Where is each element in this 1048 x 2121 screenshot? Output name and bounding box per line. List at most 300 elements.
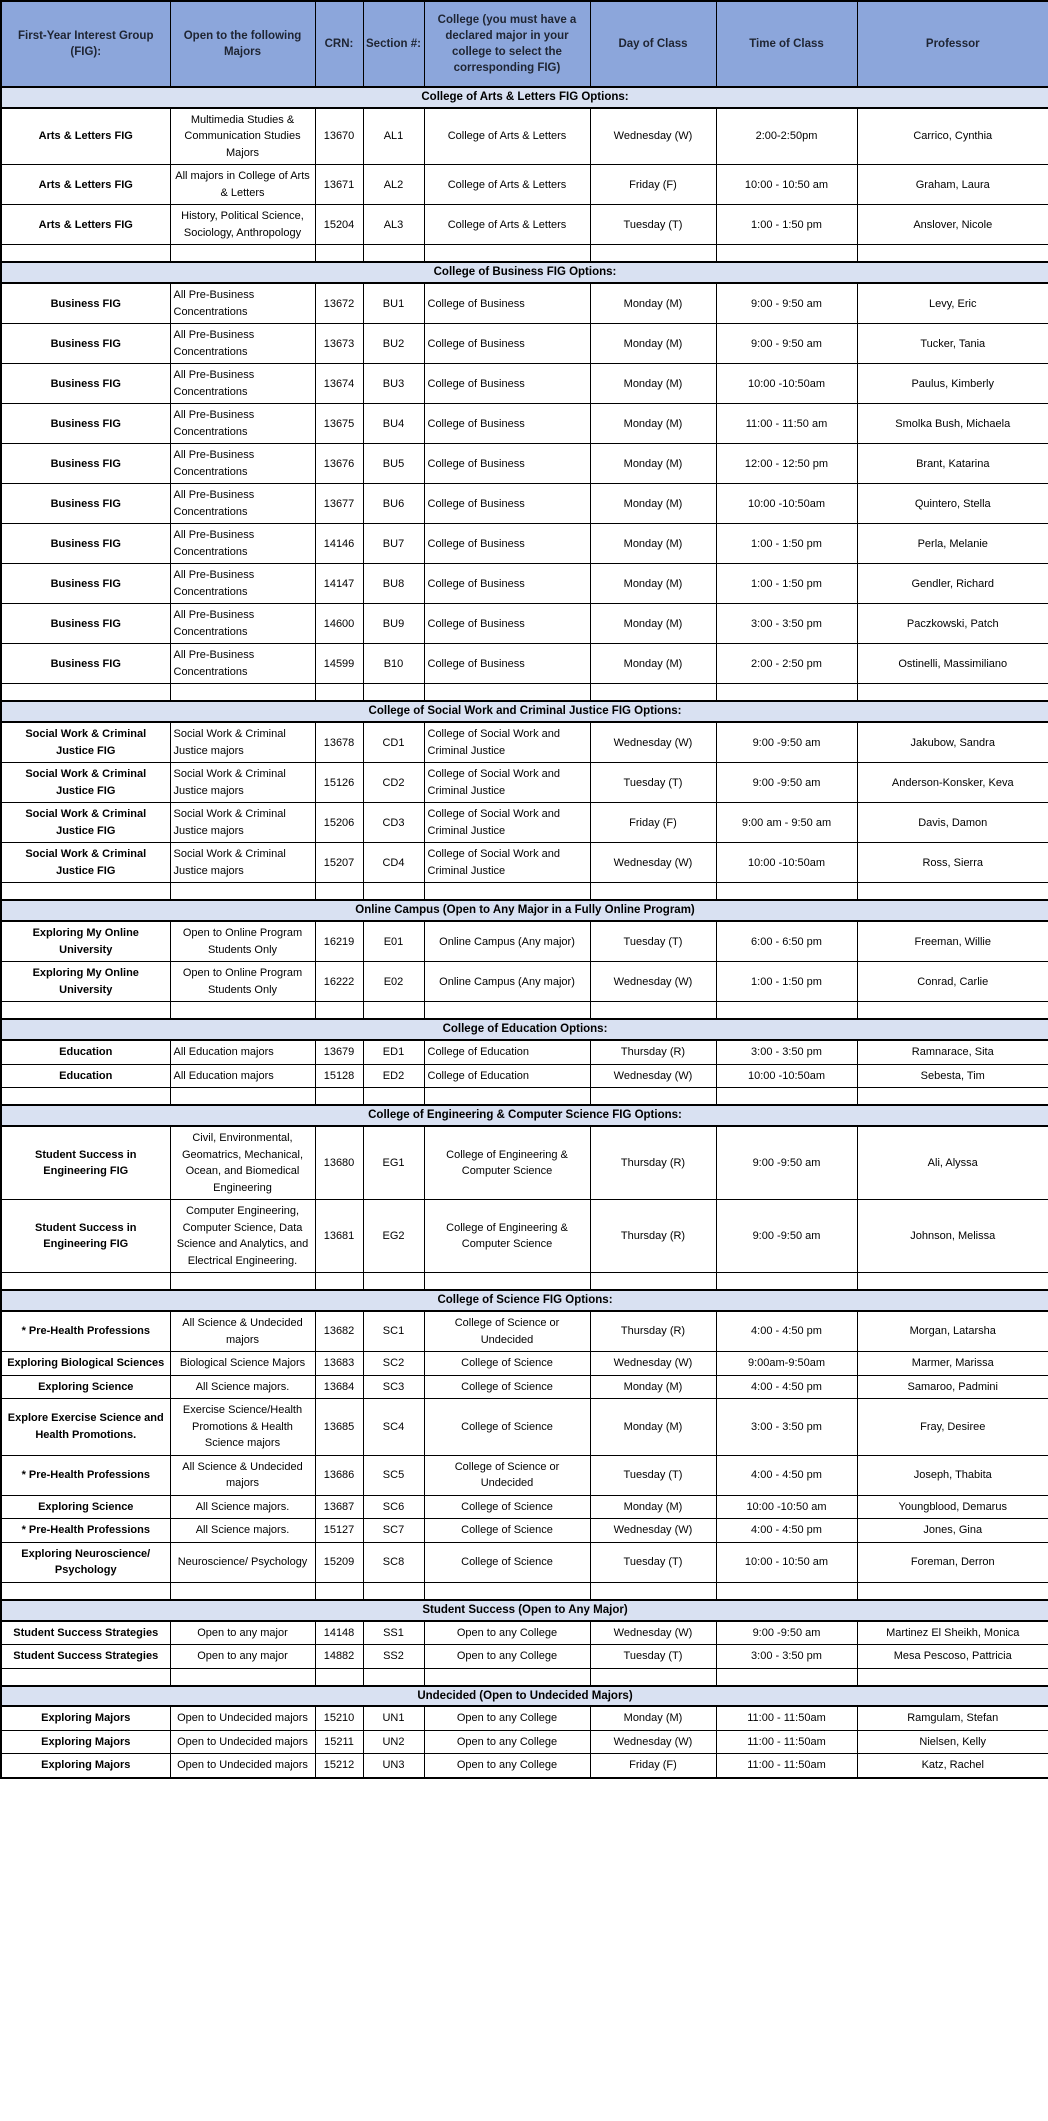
day-cell: Tuesday (T) — [590, 205, 716, 245]
majors-cell: All Science majors. — [170, 1495, 315, 1519]
section-number-cell: SS2 — [363, 1645, 424, 1669]
spacer-row — [1, 1273, 1048, 1291]
section-number-cell: SC4 — [363, 1399, 424, 1456]
crn-cell: 15209 — [315, 1542, 363, 1582]
fig-row — [1, 1730, 1048, 1754]
day-cell: Thursday (R) — [590, 1311, 716, 1352]
spacer-cell — [590, 1582, 716, 1600]
col-header-majors: Open to the following Majors — [170, 1, 315, 87]
majors-cell: Biological Science Majors — [170, 1352, 315, 1376]
spacer-cell — [1, 245, 170, 263]
college-cell: Open to any College — [424, 1730, 590, 1754]
college-cell: College of Education — [424, 1040, 590, 1064]
crn-cell: 13670 — [315, 108, 363, 165]
professor-cell: Jones, Gina — [857, 1519, 1048, 1543]
spacer-cell — [857, 1088, 1048, 1106]
time-cell: 3:00 - 3:50 pm — [716, 1040, 857, 1064]
fig-row — [1, 763, 1048, 803]
college-cell: College of Arts & Letters — [424, 165, 590, 205]
majors-cell: Open to any major — [170, 1645, 315, 1669]
table-header-row — [1, 1, 1048, 87]
college-cell: Online Campus (Any major) — [424, 921, 590, 962]
professor-cell: Fray, Desiree — [857, 1399, 1048, 1456]
college-cell: College of Business — [424, 444, 590, 484]
spacer-cell — [363, 883, 424, 901]
crn-cell: 13684 — [315, 1375, 363, 1399]
spacer-cell — [590, 245, 716, 263]
spacer-cell — [716, 1002, 857, 1020]
time-cell: 9:00 am - 9:50 am — [716, 803, 857, 843]
spacer-cell — [424, 1668, 590, 1686]
time-cell: 11:00 - 11:50 am — [716, 404, 857, 444]
fig-cell: Exploring My Online University — [1, 921, 170, 962]
crn-cell: 14599 — [315, 644, 363, 684]
section-number-cell: SC3 — [363, 1375, 424, 1399]
spacer-cell — [363, 1582, 424, 1600]
section-band-row — [1, 262, 1048, 283]
fig-row — [1, 364, 1048, 404]
time-cell: 4:00 - 4:50 pm — [716, 1519, 857, 1543]
time-cell: 10:00 -10:50am — [716, 843, 857, 883]
professor-cell: Gendler, Richard — [857, 564, 1048, 604]
section-number-cell: E01 — [363, 921, 424, 962]
time-cell: 3:00 - 3:50 pm — [716, 1399, 857, 1456]
spacer-cell — [170, 684, 315, 702]
section-number-cell: UN2 — [363, 1730, 424, 1754]
section-band-row — [1, 1600, 1048, 1621]
majors-cell: All Pre-Business Concentrations — [170, 484, 315, 524]
spacer-cell — [363, 1088, 424, 1106]
professor-cell: Youngblood, Demarus — [857, 1495, 1048, 1519]
majors-cell: All Pre-Business Concentrations — [170, 324, 315, 364]
majors-cell: All Pre-Business Concentrations — [170, 444, 315, 484]
professor-cell: Ross, Sierra — [857, 843, 1048, 883]
section-number-cell: CD4 — [363, 843, 424, 883]
section-title: College of Social Work and Criminal Justice FIG Options: — [1, 701, 1048, 722]
fig-row — [1, 484, 1048, 524]
section-number-cell: BU4 — [363, 404, 424, 444]
crn-cell: 15126 — [315, 763, 363, 803]
spacer-row — [1, 883, 1048, 901]
majors-cell: Social Work & Criminal Justice majors — [170, 763, 315, 803]
fig-cell: Business FIG — [1, 524, 170, 564]
fig-cell: Business FIG — [1, 604, 170, 644]
crn-cell: 15210 — [315, 1706, 363, 1730]
majors-cell: Open to any major — [170, 1621, 315, 1645]
day-cell: Wednesday (W) — [590, 1730, 716, 1754]
college-cell: College of Business — [424, 404, 590, 444]
time-cell: 12:00 - 12:50 pm — [716, 444, 857, 484]
college-cell: College of Education — [424, 1064, 590, 1088]
day-cell: Wednesday (W) — [590, 843, 716, 883]
fig-row — [1, 1542, 1048, 1582]
majors-cell: Social Work & Criminal Justice majors — [170, 722, 315, 763]
time-cell: 9:00 -9:50 am — [716, 722, 857, 763]
college-cell: College of Engineering & Computer Science — [424, 1126, 590, 1200]
majors-cell: All Pre-Business Concentrations — [170, 644, 315, 684]
professor-cell: Freeman, Willie — [857, 921, 1048, 962]
spacer-cell — [315, 684, 363, 702]
spacer-cell — [857, 1668, 1048, 1686]
college-cell: Open to any College — [424, 1621, 590, 1645]
spacer-cell — [170, 1668, 315, 1686]
section-band-row — [1, 87, 1048, 108]
spacer-cell — [424, 1002, 590, 1020]
day-cell: Friday (F) — [590, 803, 716, 843]
fig-cell: Student Success Strategies — [1, 1645, 170, 1669]
college-cell: College of Engineering & Computer Science — [424, 1200, 590, 1273]
day-cell: Tuesday (T) — [590, 921, 716, 962]
fig-row — [1, 564, 1048, 604]
majors-cell: History, Political Science, Sociology, Anthropology — [170, 205, 315, 245]
section-number-cell: SS1 — [363, 1621, 424, 1645]
fig-cell: Business FIG — [1, 283, 170, 324]
professor-cell: Ramnarace, Sita — [857, 1040, 1048, 1064]
spacer-cell — [315, 1668, 363, 1686]
crn-cell: 13678 — [315, 722, 363, 763]
professor-cell: Mesa Pescoso, Pattricia — [857, 1645, 1048, 1669]
spacer-cell — [315, 1088, 363, 1106]
fig-cell: * Pre-Health Professions — [1, 1311, 170, 1352]
time-cell: 6:00 - 6:50 pm — [716, 921, 857, 962]
section-number-cell: BU6 — [363, 484, 424, 524]
crn-cell: 13681 — [315, 1200, 363, 1273]
majors-cell: All Science & Undecided majors — [170, 1455, 315, 1495]
crn-cell: 13680 — [315, 1126, 363, 1200]
college-cell: College of Science or Undecided — [424, 1311, 590, 1352]
fig-cell: Social Work & Criminal Justice FIG — [1, 803, 170, 843]
fig-row — [1, 1519, 1048, 1543]
spacer-cell — [857, 684, 1048, 702]
section-number-cell: UN3 — [363, 1754, 424, 1778]
professor-cell: Ostinelli, Massimiliano — [857, 644, 1048, 684]
spacer-cell — [716, 245, 857, 263]
spacer-cell — [590, 1002, 716, 1020]
majors-cell: All Pre-Business Concentrations — [170, 564, 315, 604]
day-cell: Monday (M) — [590, 404, 716, 444]
section-title: College of Education Options: — [1, 1019, 1048, 1040]
col-header-section: Section #: — [363, 1, 424, 87]
section-number-cell: BU9 — [363, 604, 424, 644]
spacer-cell — [363, 1668, 424, 1686]
college-cell: College of Social Work and Criminal Justice — [424, 722, 590, 763]
time-cell: 9:00 - 9:50 am — [716, 283, 857, 324]
spacer-cell — [1, 684, 170, 702]
spacer-cell — [424, 883, 590, 901]
spacer-cell — [857, 245, 1048, 263]
spacer-cell — [424, 684, 590, 702]
time-cell: 9:00 -9:50 am — [716, 1200, 857, 1273]
fig-cell: * Pre-Health Professions — [1, 1519, 170, 1543]
spacer-cell — [170, 1088, 315, 1106]
crn-cell: 14146 — [315, 524, 363, 564]
professor-cell: Anderson-Konsker, Keva — [857, 763, 1048, 803]
section-number-cell: EG1 — [363, 1126, 424, 1200]
day-cell: Tuesday (T) — [590, 1542, 716, 1582]
fig-cell: Exploring Majors — [1, 1754, 170, 1778]
spacer-row — [1, 1582, 1048, 1600]
time-cell: 10:00 -10:50am — [716, 364, 857, 404]
crn-cell: 15211 — [315, 1730, 363, 1754]
professor-cell: Anslover, Nicole — [857, 205, 1048, 245]
time-cell: 10:00 -10:50am — [716, 1064, 857, 1088]
time-cell: 10:00 - 10:50 am — [716, 165, 857, 205]
fig-row — [1, 1200, 1048, 1273]
professor-cell: Levy, Eric — [857, 283, 1048, 324]
college-cell: College of Science — [424, 1399, 590, 1456]
section-number-cell: BU1 — [363, 283, 424, 324]
college-cell: College of Science — [424, 1495, 590, 1519]
crn-cell: 14882 — [315, 1645, 363, 1669]
spacer-cell — [1, 1002, 170, 1020]
spacer-cell — [716, 883, 857, 901]
professor-cell: Davis, Damon — [857, 803, 1048, 843]
crn-cell: 13674 — [315, 364, 363, 404]
professor-cell: Samaroo, Padmini — [857, 1375, 1048, 1399]
fig-cell: Exploring Science — [1, 1495, 170, 1519]
time-cell: 10:00 -10:50 am — [716, 1495, 857, 1519]
section-number-cell: CD2 — [363, 763, 424, 803]
college-cell: College of Business — [424, 564, 590, 604]
time-cell: 3:00 - 3:50 pm — [716, 604, 857, 644]
spacer-cell — [315, 1273, 363, 1291]
professor-cell: Tucker, Tania — [857, 324, 1048, 364]
majors-cell: Open to Online Program Students Only — [170, 962, 315, 1002]
fig-cell: * Pre-Health Professions — [1, 1455, 170, 1495]
fig-cell: Business FIG — [1, 324, 170, 364]
day-cell: Monday (M) — [590, 1706, 716, 1730]
majors-cell: All Pre-Business Concentrations — [170, 364, 315, 404]
college-cell: College of Business — [424, 604, 590, 644]
section-band-row — [1, 1019, 1048, 1040]
professor-cell: Carrico, Cynthia — [857, 108, 1048, 165]
fig-row — [1, 1399, 1048, 1456]
spacer-cell — [170, 1582, 315, 1600]
section-number-cell: CD1 — [363, 722, 424, 763]
fig-row — [1, 1064, 1048, 1088]
day-cell: Friday (F) — [590, 165, 716, 205]
college-cell: College of Business — [424, 484, 590, 524]
day-cell: Wednesday (W) — [590, 1519, 716, 1543]
section-title: Undecided (Open to Undecided Majors) — [1, 1686, 1048, 1707]
college-cell: Open to any College — [424, 1754, 590, 1778]
section-number-cell: SC8 — [363, 1542, 424, 1582]
crn-cell: 13675 — [315, 404, 363, 444]
section-number-cell: ED1 — [363, 1040, 424, 1064]
professor-cell: Graham, Laura — [857, 165, 1048, 205]
crn-cell: 15207 — [315, 843, 363, 883]
section-band-row — [1, 900, 1048, 921]
section-title: College of Arts & Letters FIG Options: — [1, 87, 1048, 108]
section-band-row — [1, 1686, 1048, 1707]
day-cell: Monday (M) — [590, 1375, 716, 1399]
spacer-cell — [424, 1582, 590, 1600]
crn-cell: 13672 — [315, 283, 363, 324]
fig-row — [1, 1040, 1048, 1064]
fig-row — [1, 1126, 1048, 1200]
fig-row — [1, 1311, 1048, 1352]
crn-cell: 13676 — [315, 444, 363, 484]
professor-cell: Ramgulam, Stefan — [857, 1706, 1048, 1730]
crn-cell: 15128 — [315, 1064, 363, 1088]
day-cell: Monday (M) — [590, 283, 716, 324]
fig-row — [1, 1495, 1048, 1519]
time-cell: 3:00 - 3:50 pm — [716, 1645, 857, 1669]
professor-cell: Quintero, Stella — [857, 484, 1048, 524]
fig-row — [1, 165, 1048, 205]
time-cell: 9:00 -9:50 am — [716, 1126, 857, 1200]
time-cell: 2:00-2:50pm — [716, 108, 857, 165]
college-cell: College of Social Work and Criminal Justice — [424, 843, 590, 883]
spacer-cell — [315, 1002, 363, 1020]
majors-cell: All Science majors. — [170, 1519, 315, 1543]
majors-cell: All Science & Undecided majors — [170, 1311, 315, 1352]
fig-cell: Exploring Majors — [1, 1730, 170, 1754]
day-cell: Monday (M) — [590, 444, 716, 484]
professor-cell: Perla, Melanie — [857, 524, 1048, 564]
majors-cell: All Pre-Business Concentrations — [170, 604, 315, 644]
majors-cell: All Education majors — [170, 1064, 315, 1088]
professor-cell: Paulus, Kimberly — [857, 364, 1048, 404]
day-cell: Wednesday (W) — [590, 722, 716, 763]
fig-cell: Arts & Letters FIG — [1, 165, 170, 205]
time-cell: 10:00 - 10:50 am — [716, 1542, 857, 1582]
spacer-cell — [363, 1002, 424, 1020]
crn-cell: 13686 — [315, 1455, 363, 1495]
spacer-cell — [716, 1668, 857, 1686]
college-cell: College of Science — [424, 1519, 590, 1543]
section-number-cell: BU3 — [363, 364, 424, 404]
fig-row — [1, 962, 1048, 1002]
crn-cell: 13677 — [315, 484, 363, 524]
section-number-cell: AL2 — [363, 165, 424, 205]
fig-cell: Business FIG — [1, 564, 170, 604]
section-number-cell: UN1 — [363, 1706, 424, 1730]
day-cell: Monday (M) — [590, 1495, 716, 1519]
time-cell: 2:00 - 2:50 pm — [716, 644, 857, 684]
spacer-cell — [1, 1582, 170, 1600]
majors-cell: Computer Engineering, Computer Science, Data Science and Analytics, and Electrical Engineering. — [170, 1200, 315, 1273]
spacer-cell — [590, 1668, 716, 1686]
section-title: College of Business FIG Options: — [1, 262, 1048, 283]
majors-cell: Open to Undecided majors — [170, 1706, 315, 1730]
professor-cell: Brant, Katarina — [857, 444, 1048, 484]
spacer-row — [1, 245, 1048, 263]
college-cell: College of Science — [424, 1352, 590, 1376]
crn-cell: 15206 — [315, 803, 363, 843]
section-title: College of Engineering & Computer Science FIG Options: — [1, 1105, 1048, 1126]
spacer-cell — [170, 245, 315, 263]
fig-row — [1, 803, 1048, 843]
fig-row — [1, 843, 1048, 883]
time-cell: 11:00 - 11:50am — [716, 1754, 857, 1778]
section-number-cell: SC5 — [363, 1455, 424, 1495]
spacer-cell — [1, 1668, 170, 1686]
fig-row — [1, 1645, 1048, 1669]
day-cell: Thursday (R) — [590, 1200, 716, 1273]
college-cell: College of Science — [424, 1542, 590, 1582]
professor-cell: Conrad, Carlie — [857, 962, 1048, 1002]
fig-row — [1, 324, 1048, 364]
majors-cell: Exercise Science/Health Promotions & Health Science majors — [170, 1399, 315, 1456]
section-number-cell: BU5 — [363, 444, 424, 484]
majors-cell: Social Work & Criminal Justice majors — [170, 803, 315, 843]
college-cell: College of Arts & Letters — [424, 108, 590, 165]
col-header-time: Time of Class — [716, 1, 857, 87]
crn-cell: 13673 — [315, 324, 363, 364]
fig-row — [1, 722, 1048, 763]
day-cell: Monday (M) — [590, 484, 716, 524]
section-number-cell: SC7 — [363, 1519, 424, 1543]
crn-cell: 13685 — [315, 1399, 363, 1456]
day-cell: Monday (M) — [590, 324, 716, 364]
majors-cell: All Pre-Business Concentrations — [170, 283, 315, 324]
fig-cell: Student Success Strategies — [1, 1621, 170, 1645]
professor-cell: Jakubow, Sandra — [857, 722, 1048, 763]
fig-row — [1, 404, 1048, 444]
crn-cell: 16219 — [315, 921, 363, 962]
fig-row — [1, 644, 1048, 684]
spacer-cell — [170, 1002, 315, 1020]
crn-cell: 15212 — [315, 1754, 363, 1778]
college-cell: College of Business — [424, 524, 590, 564]
time-cell: 1:00 - 1:50 pm — [716, 205, 857, 245]
spacer-cell — [315, 883, 363, 901]
professor-cell: Katz, Rachel — [857, 1754, 1048, 1778]
crn-cell: 16222 — [315, 962, 363, 1002]
majors-cell: Multimedia Studies & Communication Studies Majors — [170, 108, 315, 165]
fig-cell: Exploring Majors — [1, 1706, 170, 1730]
college-cell: College of Social Work and Criminal Justice — [424, 803, 590, 843]
section-number-cell: B10 — [363, 644, 424, 684]
section-number-cell: AL3 — [363, 205, 424, 245]
majors-cell: Civil, Environmental, Geomatrics, Mechanical, Ocean, and Biomedical Engineering — [170, 1126, 315, 1200]
crn-cell: 14600 — [315, 604, 363, 644]
majors-cell: Open to Undecided majors — [170, 1730, 315, 1754]
crn-cell: 13682 — [315, 1311, 363, 1352]
section-number-cell: ED2 — [363, 1064, 424, 1088]
fig-row — [1, 1352, 1048, 1376]
day-cell: Wednesday (W) — [590, 1064, 716, 1088]
professor-cell: Ali, Alyssa — [857, 1126, 1048, 1200]
fig-cell: Social Work & Criminal Justice FIG — [1, 763, 170, 803]
crn-cell: 13687 — [315, 1495, 363, 1519]
time-cell: 9:00 -9:50 am — [716, 763, 857, 803]
day-cell: Monday (M) — [590, 564, 716, 604]
col-header-professor: Professor — [857, 1, 1048, 87]
day-cell: Wednesday (W) — [590, 962, 716, 1002]
spacer-cell — [716, 1273, 857, 1291]
college-cell: College of Science or Undecided — [424, 1455, 590, 1495]
spacer-row — [1, 684, 1048, 702]
majors-cell: All Pre-Business Concentrations — [170, 524, 315, 564]
fig-cell: Exploring My Online University — [1, 962, 170, 1002]
fig-cell: Social Work & Criminal Justice FIG — [1, 843, 170, 883]
majors-cell: All Education majors — [170, 1040, 315, 1064]
majors-cell: All majors in College of Arts & Letters — [170, 165, 315, 205]
section-number-cell: EG2 — [363, 1200, 424, 1273]
section-title: College of Science FIG Options: — [1, 1290, 1048, 1311]
spacer-cell — [424, 1273, 590, 1291]
spacer-cell — [170, 1273, 315, 1291]
fig-cell: Education — [1, 1040, 170, 1064]
section-band-row — [1, 701, 1048, 722]
section-band-row — [1, 1290, 1048, 1311]
crn-cell: 13683 — [315, 1352, 363, 1376]
spacer-cell — [363, 245, 424, 263]
day-cell: Wednesday (W) — [590, 1352, 716, 1376]
time-cell: 1:00 - 1:50 pm — [716, 524, 857, 564]
